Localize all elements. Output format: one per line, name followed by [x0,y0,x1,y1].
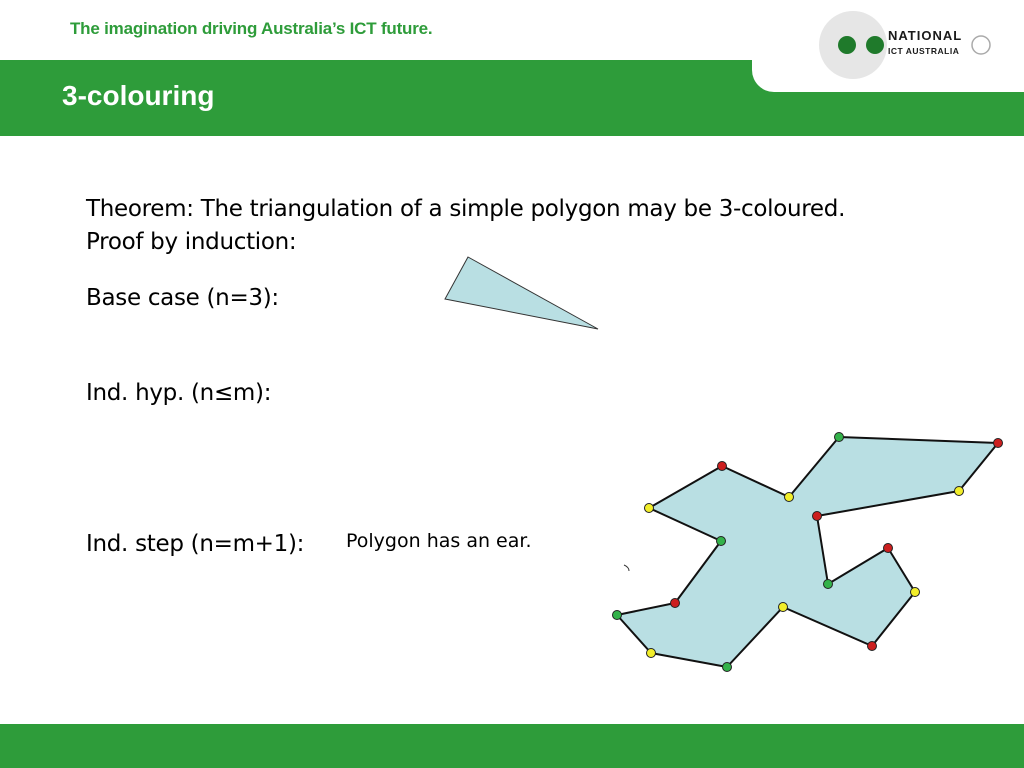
vertex-red [884,544,893,553]
ind-step-label: Ind. step (n=m+1): [86,531,305,557]
vertex-yellow [779,603,788,612]
slide-title: 3-colouring [62,80,215,111]
base-triangle [445,257,598,329]
vertex-red [994,439,1003,448]
polygon-shape [617,437,998,667]
vertex-green [835,433,844,442]
vertex-red [718,462,727,471]
vertex-green [824,580,833,589]
ind-hyp-label: Ind. hyp. (n≤m): [86,380,272,406]
tagline: The imagination driving Australia’s ICT future. [70,19,433,38]
vertex-red [671,599,680,608]
logo-text-ict-australia: ICT AUSTRALIA [888,46,960,56]
theorem-text: Theorem: The triangulation of a simple polygon may be 3-coloured. [86,196,846,222]
vertex-green [613,611,622,620]
vertex-yellow [647,649,656,658]
proof-text: Proof by induction: [86,229,297,255]
vertex-yellow [645,504,654,513]
logo-text-national: NATIONAL [888,28,963,43]
vertex-red [868,642,877,651]
vertex-green [723,663,732,672]
vertex-yellow [955,487,964,496]
vertex-green [717,537,726,546]
ear-note: Polygon has an ear. [346,530,532,552]
vertex-red [813,512,822,521]
vertex-yellow [785,493,794,502]
stray-mark [624,565,629,571]
footer-band [0,724,1024,768]
vertex-yellow [911,588,920,597]
base-case-label: Base case (n=3): [86,285,279,311]
